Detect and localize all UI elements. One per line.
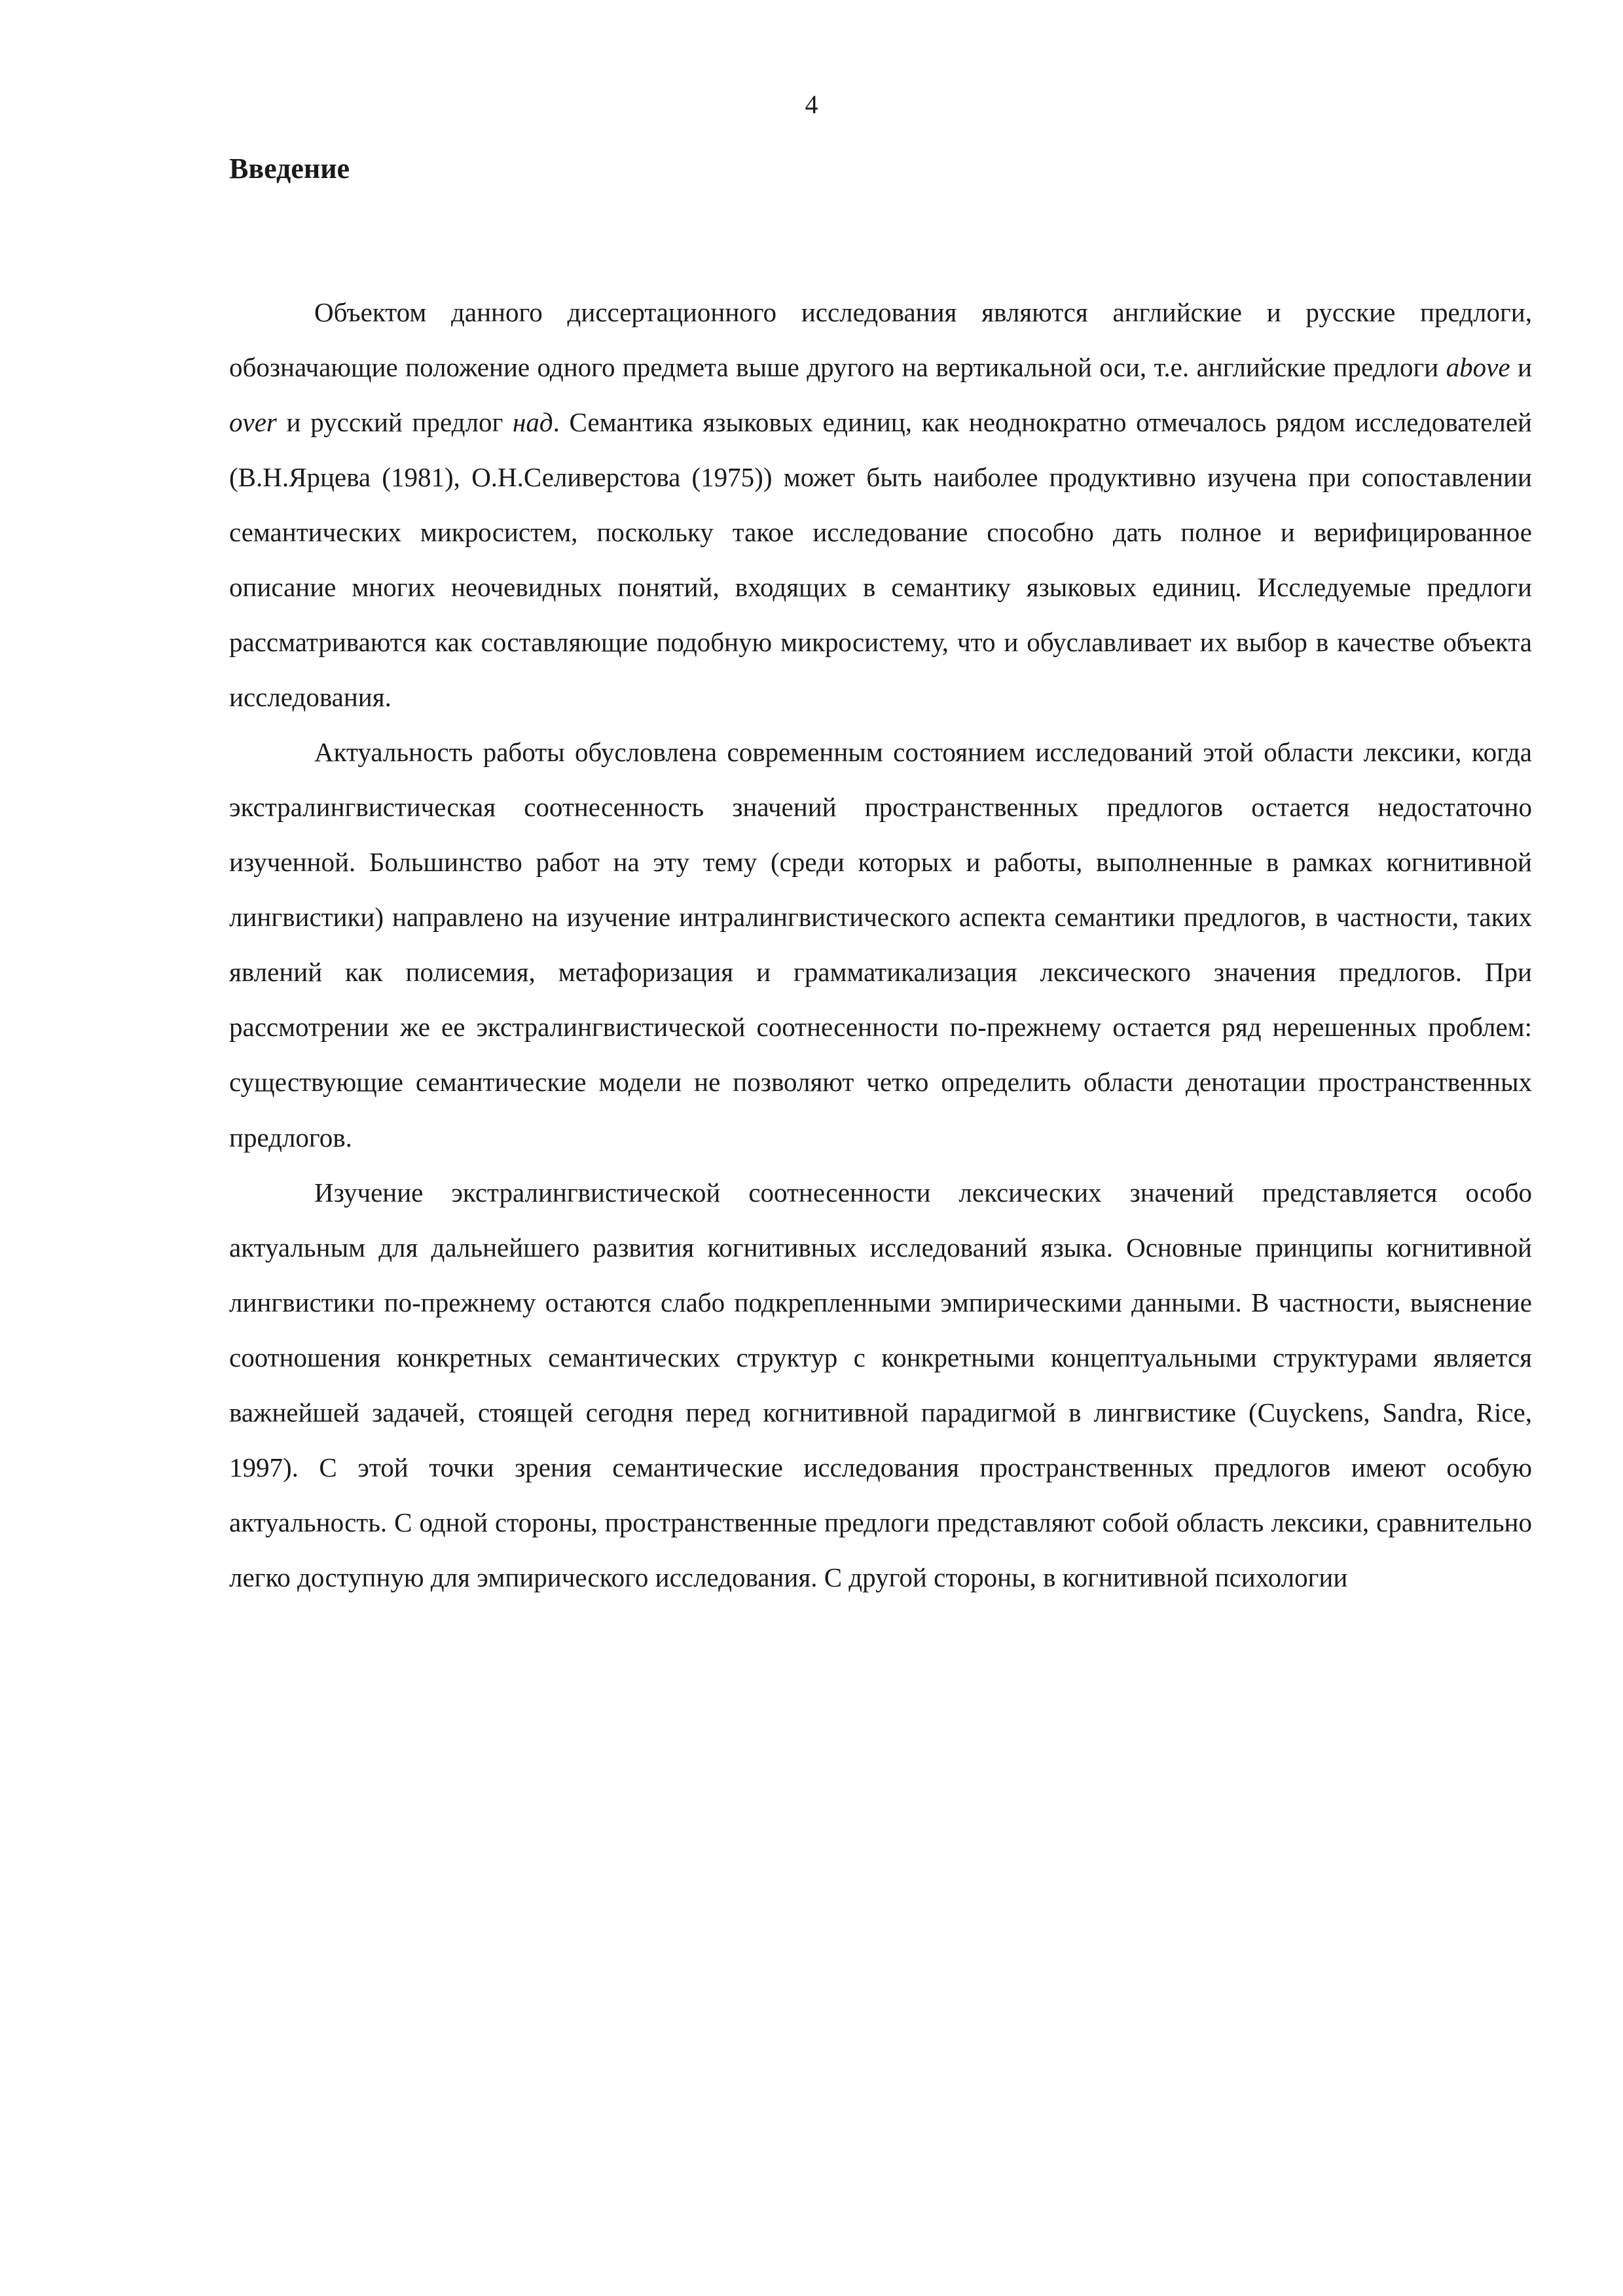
body-paragraph	[229, 285, 1532, 725]
body-paragraph	[229, 725, 1532, 1164]
heading-spacer	[229, 187, 1532, 285]
italic-term: above	[1446, 351, 1510, 382]
body-paragraph	[229, 1165, 1532, 1605]
page-title: Введение	[229, 152, 350, 185]
italic-term: over	[229, 406, 277, 437]
text-run: Объектом данного диссертационного исследования являются английские и русские предлоги, обозначающие положение одного предмета выше другого на вертикальной оси, т.е. английские предлоги	[229, 296, 1532, 382]
italic-term: над	[512, 406, 553, 437]
text-run: и русский предлог	[276, 406, 513, 437]
paragraph-list	[229, 285, 1532, 1605]
text-run: Актуальность работы обусловлена современным состоянием исследований этой области лексики, когда экстралингвистическая соотнесенность значений пространственных предлогов остается недостаточно изученной. Большинство работ на эту тему (среди которых и работы, выполненные в рамках когнитивной лингвистики) направлено на изучение интралингвистического аспекта семантики предлогов, в частности, таких явлений как полисемия, метафоризация и грамматикализация лексического значения предлогов. При рассмотрении же ее экстралингвистической соотнесенности по-прежнему остается ряд нерешенных проблем: существующие семантические модели не позволяют четко определить области денотации пространственных предлогов.	[229, 737, 1532, 1153]
text-run: и	[1510, 351, 1532, 382]
text-run: Изучение экстралингвистической соотнесенности лексических значений представляется особо актуальным для дальнейшего развития когнитивных исследований языка. Основные принципы когнитивной лингвистики по-прежнему остаются слабо подкрепленными эмпирическими данными. В частности, выяснение соотношения конкретных семантических структур с конкретными концептуальными структурами является важнейшей задачей, стоящей сегодня перед когнитивной парадигмой в лингвистике (Cuyckens, Sandra, Rice, 1997). С этой точки зрения семантические исследования пространственных предлогов имеют особую актуальность. С одной стороны, пространственные предлоги представляют собой область лексики, сравнительно легко доступную для эмпирического исследования. С другой стороны, в когнитивной психологии	[229, 1177, 1532, 1592]
text-run: . Семантика языковых единиц, как неоднократно отмечалось рядом исследователей (В.Н.Ярцева (1981), О.Н.Селиверстова (1975)) может быть наиболее продуктивно изучена при сопоставлении семантических микросистем, поскольку такое исследование способно дать полное и верифицированное описание многих неочевидных понятий, входящих в семантику языковых единиц. Исследуемые предлоги рассматриваются как составляющие подобную микросистему, что и обуславливает их выбор в качестве объекта исследования.	[229, 406, 1532, 713]
page-number: 4	[805, 90, 818, 119]
page-content	[229, 152, 1532, 1605]
